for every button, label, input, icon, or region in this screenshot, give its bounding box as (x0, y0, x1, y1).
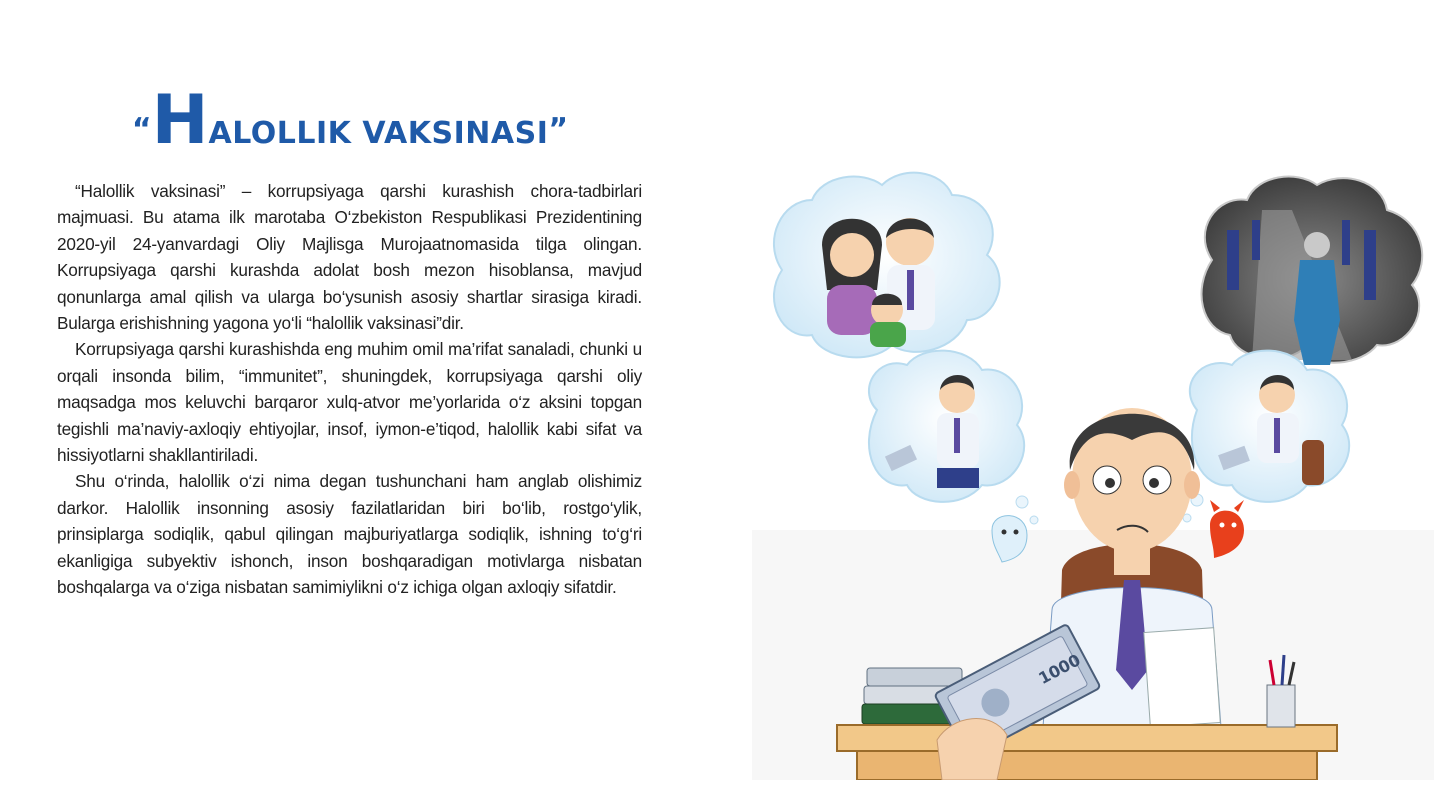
banknote-label: 1000 (1035, 650, 1084, 688)
greedy-thought-cloud (1190, 351, 1349, 502)
title-close-quote: ” (548, 112, 569, 147)
family-thought-cloud (774, 173, 1000, 358)
article-body (57, 178, 642, 601)
paragraph-1: “Halollik vaksinasi” – korrupsiyaga qarshi kurashish chora-tadbirlari majmuasi. Bu atama ilk marotaba O‘zbekiston Respublikasi Prezidentining 2020-yil 24-yanvardagi Oliy Majlisga Murojaatnomasida tilga olingan. Korrupsiyaga qarshi kurashda adolat bosh mezon hisoblansa, mavjud qonunlarga amal qilish va ularga bo‘ysunish asosiy shartlar sirasiga kiradi. Bularga erishishning yagona yo‘li “halollik vaksinasi”dir. (57, 181, 642, 334)
title-drop-letter: H (151, 81, 209, 160)
prison-thought-cloud (1202, 177, 1423, 365)
paragraph-2: Korrupsiyaga qarshi kurashishda eng muhim omil ma’rifat sanaladi, chunki u orqali insonda bilim, “immunitet”, shuningdek, korrupsiyaga qarshi oliy maqsadga mos keluvchi barqaror xulq-atvor me’yorlarida o‘z aksini topgan tegishli ma’naviy-axloqiy ehtiyojlar, insof, iymon-e’tiqod, halollik kabi sifat va hissiyotlarni shakllantiriladi. (57, 339, 642, 466)
bribery-illustration (752, 150, 1434, 780)
title-rest: ALOLLIK VAKSINASI (208, 116, 549, 151)
title-open-quote: “ (131, 112, 152, 147)
thinking-thought-cloud (869, 351, 1024, 502)
desk (837, 725, 1337, 780)
page-title (120, 81, 580, 160)
paragraph-3: Shu o‘rinda, halollik o‘zi nima degan tushunchani ham anglab olishimiz darkor. Halollik insonning asosiy fazilatlaridan biri bo‘lib, rostgo‘ylik, prinsiplarga sodiqlik, qabul qilingan majburiyatlarga sodiqlik, ishning to‘g‘ri ekanligiga subyektiv ishonch, inson boshqaradigan motivlarga nisbatan boshqalarga va o‘ziga nisbatan samimiylikni o‘z ichiga olgan axloqiy sifatdir. (57, 471, 642, 598)
